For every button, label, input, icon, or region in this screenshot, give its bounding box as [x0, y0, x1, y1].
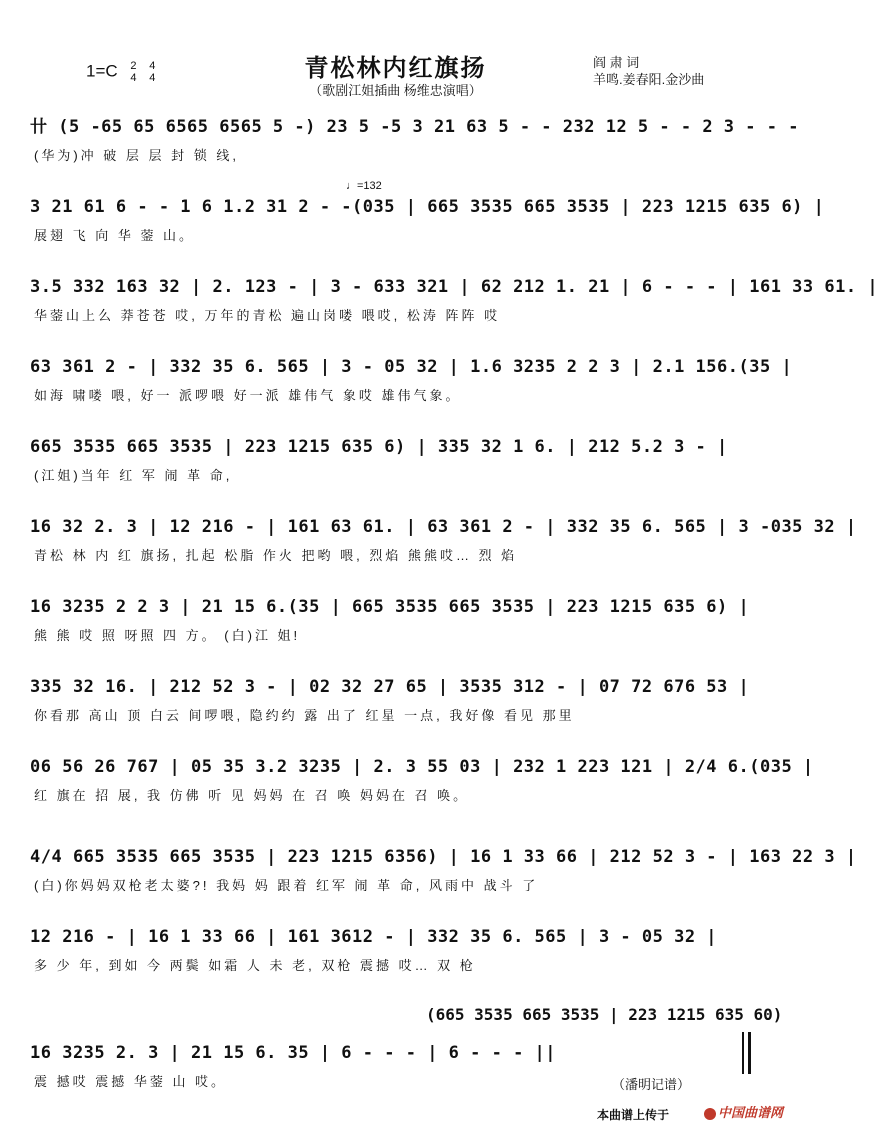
system-notes: 06 56 26 767 | 05 35 3.2 3235 | 2. 3 55 03 | 232 1 223 121 | 2/4 6.(035 | [30, 757, 814, 777]
credits [593, 54, 704, 88]
system-lyrics: 青松 林 内 红 旗扬, 扎起 松脂 作火 把哟 喂, 烈焰 熊熊哎… 烈 焰 [34, 548, 518, 563]
system-1 [30, 110, 799, 188]
system-4 [30, 350, 793, 428]
system-notes: 卄 (5 -65 65 6565 6565 5 -) 23 5 -5 3 21 63 5 - - 232 12 5 - - 2 3 - - - [30, 117, 799, 137]
system-notes: 3 21 61 6 - - 1 6 1.2 31 2 - -(035 | 665 3535 665 3535 | 223 1215 635 6) | [30, 197, 825, 217]
final-barline-thick [748, 1032, 751, 1074]
system-lyrics: 震 撼哎 震撼 华蓥 山 哎。 [34, 1074, 228, 1089]
score-subtitle: （歌剧江姐插曲 杨维忠演唱） [309, 83, 482, 98]
key-signature [86, 60, 155, 84]
composer: 羊鸣.姜春阳.金沙曲 [593, 72, 705, 87]
system-10 [30, 840, 857, 918]
system-lyrics: (江姐)当年 红 军 闹 革 命, [34, 468, 233, 483]
system-lyrics: 熊 熊 哎 照 呀照 四 方。 (白)江 姐! [34, 628, 301, 643]
qupu-logo-icon [704, 1108, 716, 1120]
lyricist: 阎 肃 词 [593, 55, 640, 70]
tempo-mark: ♩=132 [346, 180, 382, 192]
score-title: 青松林内红旗扬 [304, 53, 487, 82]
system-lyrics: (华为)冲 破 层 层 封 锁 线, [34, 148, 239, 163]
system-8 [30, 670, 766, 748]
system-notes: 4/4 665 3535 665 3535 | 223 1215 6356) | 16 1 33 66 | 212 52 3 - | 163 22 3 | [30, 847, 857, 867]
site-logo [704, 1102, 783, 1121]
system-11 [30, 920, 766, 998]
meter-b: 4 4 [149, 60, 156, 84]
upload-note: 本曲谱上传于 [597, 1108, 670, 1122]
system-lyrics: 红 旗在 招 展, 我 仿佛 听 见 妈妈 在 召 唤 妈妈在 召 唤。 [34, 788, 470, 803]
system-lyrics: 华蓥山上么 莽苍苍 哎, 万年的青松 遍山岗喽 喂哎, 松涛 阵阵 哎 [34, 308, 501, 323]
system-3 [30, 270, 878, 348]
system-notes: 12 216 - | 16 1 33 66 | 161 3612 - | 332 35 6. 565 | 3 - 05 32 | [30, 927, 718, 947]
final-barline-thin [742, 1032, 744, 1074]
system-notes: 665 3535 665 3535 | 223 1215 635 6) | 335 32 1 6. | 212 5.2 3 - | [30, 437, 728, 457]
system-6 [30, 510, 857, 588]
system-notes: 16 3235 2 2 3 | 21 15 6.(35 | 665 3535 665 3535 | 223 1215 635 6) | [30, 597, 750, 617]
system-notes: 3.5 332 163 32 | 2. 123 - | 3 - 633 321 | 62 212 1. 21 | 6 - - - | 161 33 61. | [30, 277, 878, 297]
system-9 [30, 750, 814, 828]
key-label: 1=C [86, 61, 118, 81]
system-lyrics: 展翅 飞 向 华 蓥 山。 [34, 228, 196, 243]
logo-text: 中国曲谱网 [718, 1105, 784, 1120]
system-notes: 335 32 16. | 212 52 3 - | 02 32 27 65 | 3535 312 - | 07 72 676 53 | [30, 677, 750, 697]
system-2 [30, 180, 825, 268]
system-notes: 16 3235 2. 3 | 21 15 6. 35 | 6 - - - | 6 - - - || [30, 1043, 557, 1063]
system-lyrics: 多 少 年, 到如 今 两鬓 如霜 人 未 老, 双枪 震撼 哎… 双 枪 [34, 958, 476, 973]
system-lyrics: (白)你妈妈双枪老太婆?! 我妈 妈 跟着 红军 闹 革 命, 风雨中 战斗 了 [34, 878, 539, 893]
ending-accompaniment: (665 3535 665 3535 | 223 1215 635 60) [426, 1005, 783, 1024]
transcriber: （潘明记谱） [612, 1077, 691, 1092]
system-notes: 63 361 2 - | 332 35 6. 565 | 3 - 05 32 | 1.6 3235 2 2 3 | 2.1 156.(35 | [30, 357, 793, 377]
system-notes: 16 32 2. 3 | 12 216 - | 161 63 61. | 63 361 2 - | 332 35 6. 565 | 3 -035 32 | [30, 517, 857, 537]
system-lyrics: 你看那 高山 顶 白云 间啰喂, 隐约约 露 出了 红星 一点, 我好像 看见 那里 [34, 708, 575, 723]
system-5 [30, 430, 766, 508]
system-lyrics: 如海 啸喽 喂, 好一 派啰喂 好一派 雄伟气 象哎 雄伟气象。 [34, 388, 462, 403]
system-7 [30, 590, 766, 668]
meter-a: 2 4 [130, 60, 137, 84]
